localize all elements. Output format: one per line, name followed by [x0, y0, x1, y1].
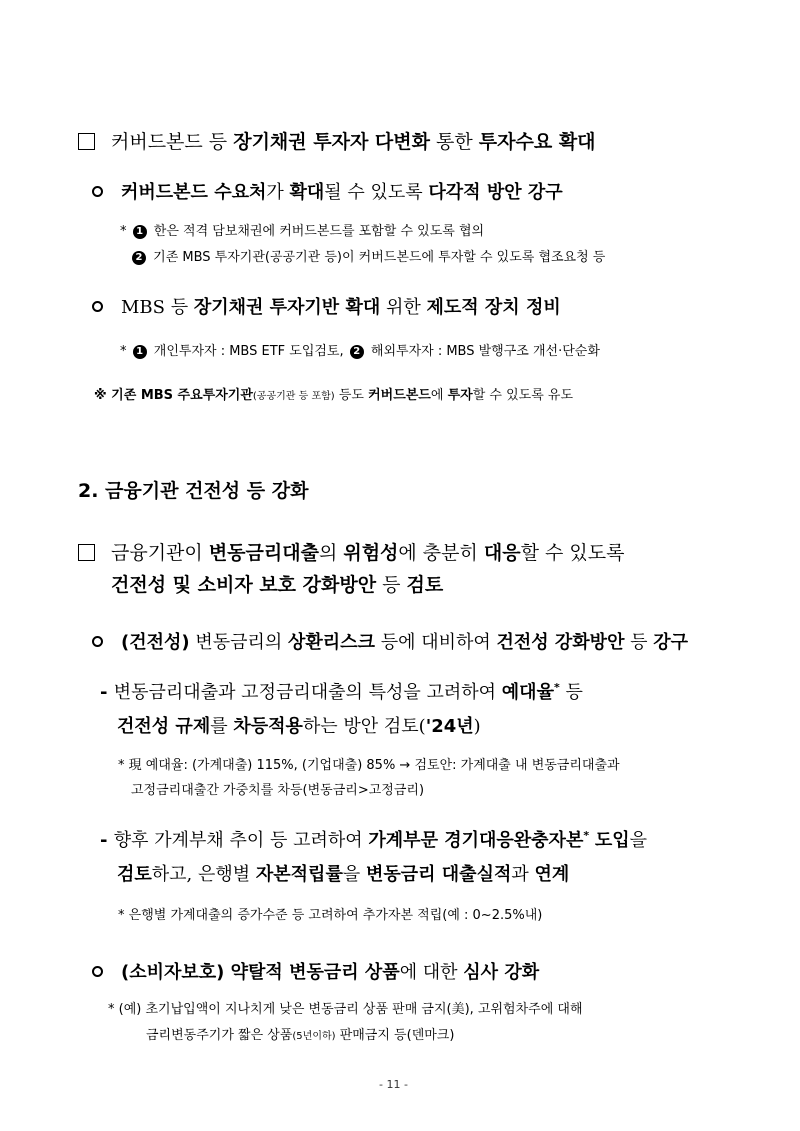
bold-text: 제도적 장치 정비 [426, 297, 561, 318]
section-covered-bond [78, 127, 596, 154]
note-line: 금리변동주기가 짧은 상품(5년이하) 판매금지 등(덴마크) [146, 1028, 455, 1043]
note-line: 2 기존 MBS 투자기관(공공기관 등)이 커버드본드에 투자할 수 있도록 협조요청 등 [130, 246, 605, 265]
dash-item-ccyb-cont: 검토하고, 은행별 자본적립률을 변동금리 대출실적과 연계 [117, 864, 570, 885]
number-1-icon: 1 [133, 345, 147, 359]
page-number: - 11 - [379, 1078, 408, 1091]
square-bullet-icon [78, 544, 95, 561]
text: 위한 [380, 297, 427, 318]
dash-item-ccyb: - 향후 가계부채 추이 등 고려하여 가계부문 경기대응완충자본* 도입을 [100, 829, 647, 851]
point-soundness: (건전성) 변동금리의 상환리스크 등에 대비하여 건전성 강화방안 등 강구 [92, 628, 688, 654]
section-soundness: 금융기관이 변동금리대출의 위험성에 충분히 대응할 수 있도록 [78, 538, 624, 565]
note-line: * 은행별 가계대출의 증가수준 등 고려하여 추가자본 적립(예 : 0~2.5%내) [118, 908, 543, 923]
text: 가 [266, 182, 290, 203]
bold-text: 장기채권 투자자 다변화 [233, 131, 430, 153]
point-institutional-setup [92, 293, 561, 319]
bold-text: 장기채권 투자기반 확대 [193, 297, 381, 318]
note-line: * (예) 초기납입액이 지나치게 낮은 변동금리 상품 판매 금지(美), 고위험차주에 대해 [108, 1002, 583, 1017]
dash-item-ldr: - 변동금리대출과 고정금리대출의 특성을 고려하여 예대율* 등 [100, 681, 583, 703]
point-consumer-protection: (소비자보호) 약탈적 변동금리 상품에 대한 심사 강화 [92, 958, 539, 984]
circle-bullet-icon [92, 186, 103, 197]
text: 커버드본드 등 [111, 131, 234, 153]
note-line: 고정금리대출간 가중치를 차등(변동금리>고정금리) [131, 783, 425, 798]
text: MBS 등 [121, 297, 194, 318]
bold-text: 커버드본드 수요처 [121, 182, 267, 203]
square-bullet-icon [78, 133, 95, 150]
note-line: * 1 개인투자자 : MBS ETF 도입검토, 2 해외투자자 : MBS 발행구조 개선·단순화 [120, 344, 600, 359]
bold-text: 투자수요 확대 [478, 131, 596, 153]
bold-text: 다각적 방안 강구 [428, 182, 563, 203]
number-2-icon: 2 [132, 251, 146, 265]
circle-bullet-icon [92, 301, 103, 312]
text: 될 수 있도록 [324, 182, 429, 203]
number-2-icon: 2 [350, 345, 364, 359]
number-1-icon: 1 [133, 225, 147, 239]
section-heading: 2. 금융기관 건전성 등 강화 [78, 480, 309, 502]
circle-bullet-icon [92, 636, 103, 647]
note-line: * 1 한은 적격 담보채권에 커버드본드를 포함할 수 있도록 협의 [120, 224, 485, 239]
circle-bullet-icon [92, 966, 103, 977]
dash-item-ldr-cont: 건전성 규제를 차등적용하는 방안 검토('24년) [117, 716, 481, 737]
section-soundness-cont: 건전성 및 소비자 보호 강화방안 등 검토 [111, 574, 444, 596]
note-line: * 現 예대율: (가계대출) 115%, (기업대출) 85% → 검토안: 가계대출 내 변동금리대출과 [118, 758, 620, 773]
text: 통한 [430, 131, 479, 153]
point-demand-expansion [92, 178, 563, 204]
bold-text: 확대 [289, 182, 325, 203]
reference-note: ※ 기존 MBS 주요투자기관(공공기관 등 포함) 등도 커버드본드에 투자할 수 있도록 유도 [94, 388, 574, 403]
